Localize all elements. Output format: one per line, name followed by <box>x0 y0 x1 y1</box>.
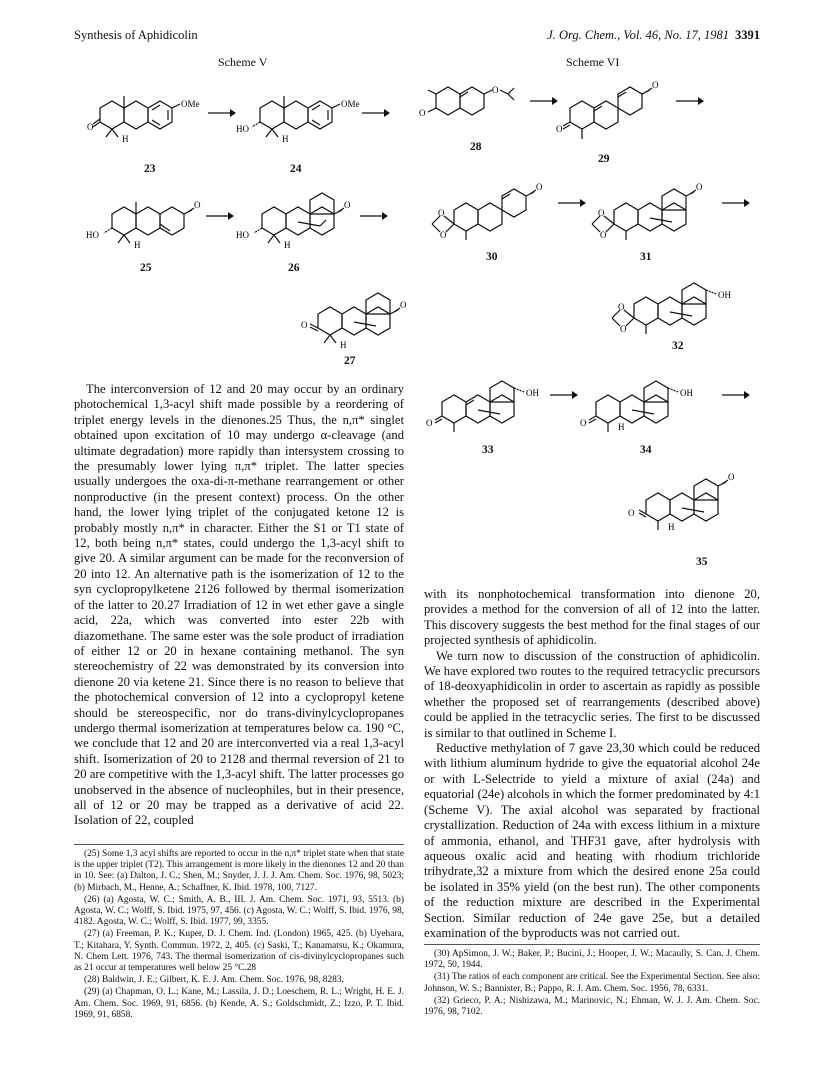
reaction-arrow <box>206 211 234 221</box>
svg-text:O: O <box>301 320 308 330</box>
right-column-text <box>424 587 760 941</box>
compound-label-24: 24 <box>290 163 302 175</box>
reaction-arrow <box>558 198 586 208</box>
reaction-arrow <box>676 96 704 106</box>
svg-text:HO: HO <box>86 230 99 240</box>
svg-text:O: O <box>344 200 351 210</box>
page-number: 3391 <box>735 28 760 42</box>
svg-text:O: O <box>652 80 659 90</box>
structure-25 <box>84 178 204 258</box>
compound-label-32: 32 <box>672 340 684 352</box>
footnote: (26) (a) Agosta, W. C.; Smith, A. B., III. J. Am. Chem. Soc. 1971, 93, 5513. (b) Agosta, W. C.; Wolff, S. Ibid. 1975, 97, 456. (c) Agosta, W. C.; Wolff, S. Ibid. 1976, 98, 4182. Agosta, W. C.; Wolff, S. Ibid. 1977, 99, 3355. <box>74 894 404 928</box>
svg-text:O: O <box>628 508 635 518</box>
journal-citation <box>547 28 760 43</box>
reaction-arrow <box>208 108 236 118</box>
svg-text:OMe: OMe <box>341 99 360 109</box>
reaction-arrow <box>722 198 750 208</box>
reaction-arrow <box>722 390 750 400</box>
svg-text:H: H <box>340 340 347 350</box>
svg-text:O: O <box>400 300 407 310</box>
footnote: (32) Grieco, P. A.; Nishizawa, M.; Marinovic, N.; Ehman, W. J. J. Am. Chem. Soc. 1976, 98, 7102. <box>424 995 760 1018</box>
svg-text:O: O <box>580 418 587 428</box>
svg-text:O: O <box>440 230 447 240</box>
structure-30 <box>424 168 564 248</box>
svg-text:H: H <box>134 240 141 250</box>
svg-text:O: O <box>598 208 605 218</box>
footnote: (27) (a) Freeman, P. K.; Kuper, D. J. Chem. Ind. (London) 1965, 425. (b) Uyehara, T.; Kitahara, Y. Synth. Commun. 1972, 2, 405. (c) Saski, T.; Kanamatsu, K.; Okamura, N. Chem Lett. 1976, 743. The thermal isomerization of cis-divinylcyclopropanes such as 21 occur at temperatures well below 25 °C.28 <box>74 929 404 974</box>
structure-29 <box>556 62 676 152</box>
structure-27 <box>290 278 420 356</box>
structure-26 <box>234 178 364 258</box>
footnotes-right <box>424 949 760 1019</box>
compound-label-33: 33 <box>482 444 494 456</box>
structure-28 <box>416 66 536 138</box>
svg-text:OMe: OMe <box>181 99 200 109</box>
svg-text:HO: HO <box>236 230 249 240</box>
svg-text:O: O <box>728 472 735 482</box>
footnote: (25) Some 1,3 acyl shifts are reported to occur in the n,π* triplet state when that state is the upper triplet (T2). This arrangement is more likely in the dienones 12 and 20 than in 10. See: (a) Dalton, J. C.; Shen, M.; Snyder, J. J. J. Am. Chem. Soc. 1976, 98, 5023; (b) Mirbach, M., Henne, A.; Schaffner, K. Ibid. 1978, 100, 7127. <box>74 849 404 893</box>
footnotes-left <box>74 849 404 1022</box>
paragraph: with its nonphotochemical transformation into dienone 20, provides a method for the conversion of all of 12 into the latter. This discovery suggests the best method for the final stages of our projected synthesis of aphidicolin. <box>424 587 760 648</box>
svg-text:O: O <box>438 208 445 218</box>
structure-23 <box>86 72 206 152</box>
footnote: (31) The ratios of each component are critical. See the Experimental Section. See also: Johnson, W. S.; Bannister, B.; Pappo, R. J. Am. Chem. Soc. 1956, 78, 6331. <box>424 972 760 994</box>
compound-label-35: 35 <box>696 556 708 568</box>
svg-text:OH: OH <box>680 388 693 398</box>
svg-text:O: O <box>600 230 607 240</box>
paragraph: We turn now to discussion of the construction of aphidicolin. We have explored two routes to the required tetracyclic precursors of 18-deoxyaphidicolin in order to ascertain as rapidly as possible whether the proposed set of rearrangements (described above) could be applied in the tetracyclic series. The first to be discussed is similar to that outlined in Scheme I. <box>424 648 760 740</box>
structure-35 <box>624 458 764 548</box>
compound-label-26: 26 <box>288 262 300 274</box>
paragraph: The interconversion of 12 and 20 may occur by an ordinary photochemical 1,3-acyl shift made possible by a reordering of triplet energy levels in the dienones.25 Thus, the n,π* singlet obtained upon excitation of 10 may undergo α-cleavage (and ultimate degradation) more rapidly than intersystem crossing to the presumably lower lying π,π* triplet. The latter species usually undergoes the oxa-di-π-methane rearrangement or other nonproductive (in the present context) process. On the other hand, the lower lying triplet of the conjugated ketone 12 is probably mostly n,π* in character. Either the S1 or T1 state of 12, both being n,π* states, could undergo the 1,3-acyl shift to give 20. A similar argument can be made for the reconversion of 20 into 12. An alternative path is the isomerization of 12 to the syn cyclopropylketene 2126 followed by thermal isomerization of the latter to 20.27 Irradiation of 12 in wet ether gave a single acid, 22a, which was converted into ester 22b with diazomethane. The same ester was the sole product of irradiation of either 12 or 20 in hexane containing methanol. The syn stereochemistry of 22 was demonstrated by its conversion into dienone 20 via ketene 21. Since there is no reason to believe that the photochemical conversion of 12 into a cyclopropyl ketene should be stereospecific, nor do trans-divinylcyclopropanes undergo thermal isomerization at temperatures below ca. 190 °C, we conclude that 12 and 20 are interconverted via a real 1,3-acyl shift. Isomerization of 20 to 2128 and thermal reversion of 21 to 20 are competitive with the 1,3-acyl shift. The latter processes go unobserved in the absence of nucleophiles, but in their presence, all of 12 or 20 may be trapped as a derivative of acid 22. Isolation of 22, coupled <box>74 382 404 828</box>
structure-33 <box>420 360 560 440</box>
compound-label-23: 23 <box>144 163 156 175</box>
structure-31 <box>584 168 724 248</box>
footnote-divider <box>424 944 760 945</box>
journal-name: J. Org. Chem., Vol. 46, No. 17, 1981 <box>547 28 729 42</box>
compound-label-34: 34 <box>640 444 652 456</box>
structure-32 <box>604 262 754 344</box>
svg-text:O: O <box>426 418 433 428</box>
footnote-divider <box>74 844 404 845</box>
footnote: (29) (a) Chapman, O. L.; Kane, M.; Lassila, J. D.; Loeschem, R. L.; Wright, H. E. J. Am. Chem. Soc. 1969, 91, 6856. (b) Kende, A. S.; Goldschmidt, Z.; Izzo, P. T. Ibid. 1969, 91, 6858. <box>74 987 404 1020</box>
footnote: (30) ApSimon, J. W.; Baker, P.; Bucini, J.; Hooper, J. W.; Macaully, S. Can. J. Chem. 1972, 50, 1944. <box>424 949 760 971</box>
running-title: Synthesis of Aphidicolin <box>74 28 198 42</box>
svg-text:O: O <box>620 324 627 334</box>
scheme-vi-title: Scheme VI <box>566 55 620 69</box>
reaction-arrow <box>360 211 388 221</box>
paragraph: Reductive methylation of 7 gave 23,30 which could be reduced with lithium aluminum hydride to give the equatorial alcohol 24e or with L-Selectride to yield a mixture of axial (24a) and equatorial (24e) alcohols in which the former predominated by 4:1 (Scheme V). The axial alcohol was separated by fractional crystallization. Reduction of 24a with excess lithium in a mixture of ammonia, ethanol, and THF31 gave, after hydrolysis with aqueous oxalic acid and heating with rhodium trichloride trihydrate,32 a mixture from which the desired enone 25a could be isolated in 35% yield (on the best run). The other components of the reduction mixture are described in the Experimental Section. Similar reduction of 24e gave 25e, but a detailed examination of the byproducts was not carried out. <box>424 741 760 940</box>
svg-text:H: H <box>668 522 675 532</box>
scheme-v-title: Scheme V <box>218 55 268 69</box>
svg-text:H: H <box>284 240 291 250</box>
compound-label-25: 25 <box>140 262 152 274</box>
svg-text:H: H <box>282 134 289 144</box>
svg-text:HO: HO <box>236 124 249 134</box>
svg-text:OH: OH <box>526 388 539 398</box>
svg-text:O: O <box>87 122 94 132</box>
structure-24 <box>236 72 366 152</box>
footnote: (28) Baldwin, J. E.; Gilbert, K. E. J. Am. Chem. Soc. 1976, 98, 8283. <box>84 975 344 986</box>
compound-label-29: 29 <box>598 153 610 165</box>
compound-label-27: 27 <box>344 355 356 367</box>
compound-label-28: 28 <box>470 141 482 153</box>
svg-text:O: O <box>556 124 563 134</box>
left-column-text <box>74 382 404 829</box>
compound-label-31: 31 <box>640 251 652 263</box>
svg-text:O: O <box>492 85 499 95</box>
svg-text:O: O <box>618 302 625 312</box>
svg-text:O: O <box>696 182 703 192</box>
svg-text:O: O <box>194 200 201 210</box>
reaction-arrow <box>362 108 390 118</box>
svg-text:H: H <box>122 134 129 144</box>
reaction-arrow <box>530 96 558 106</box>
svg-text:O: O <box>536 182 543 192</box>
svg-text:H: H <box>618 422 625 432</box>
structure-34 <box>574 360 724 440</box>
svg-text:OH: OH <box>718 290 731 300</box>
compound-label-30: 30 <box>486 251 498 263</box>
svg-text:O: O <box>419 108 426 118</box>
